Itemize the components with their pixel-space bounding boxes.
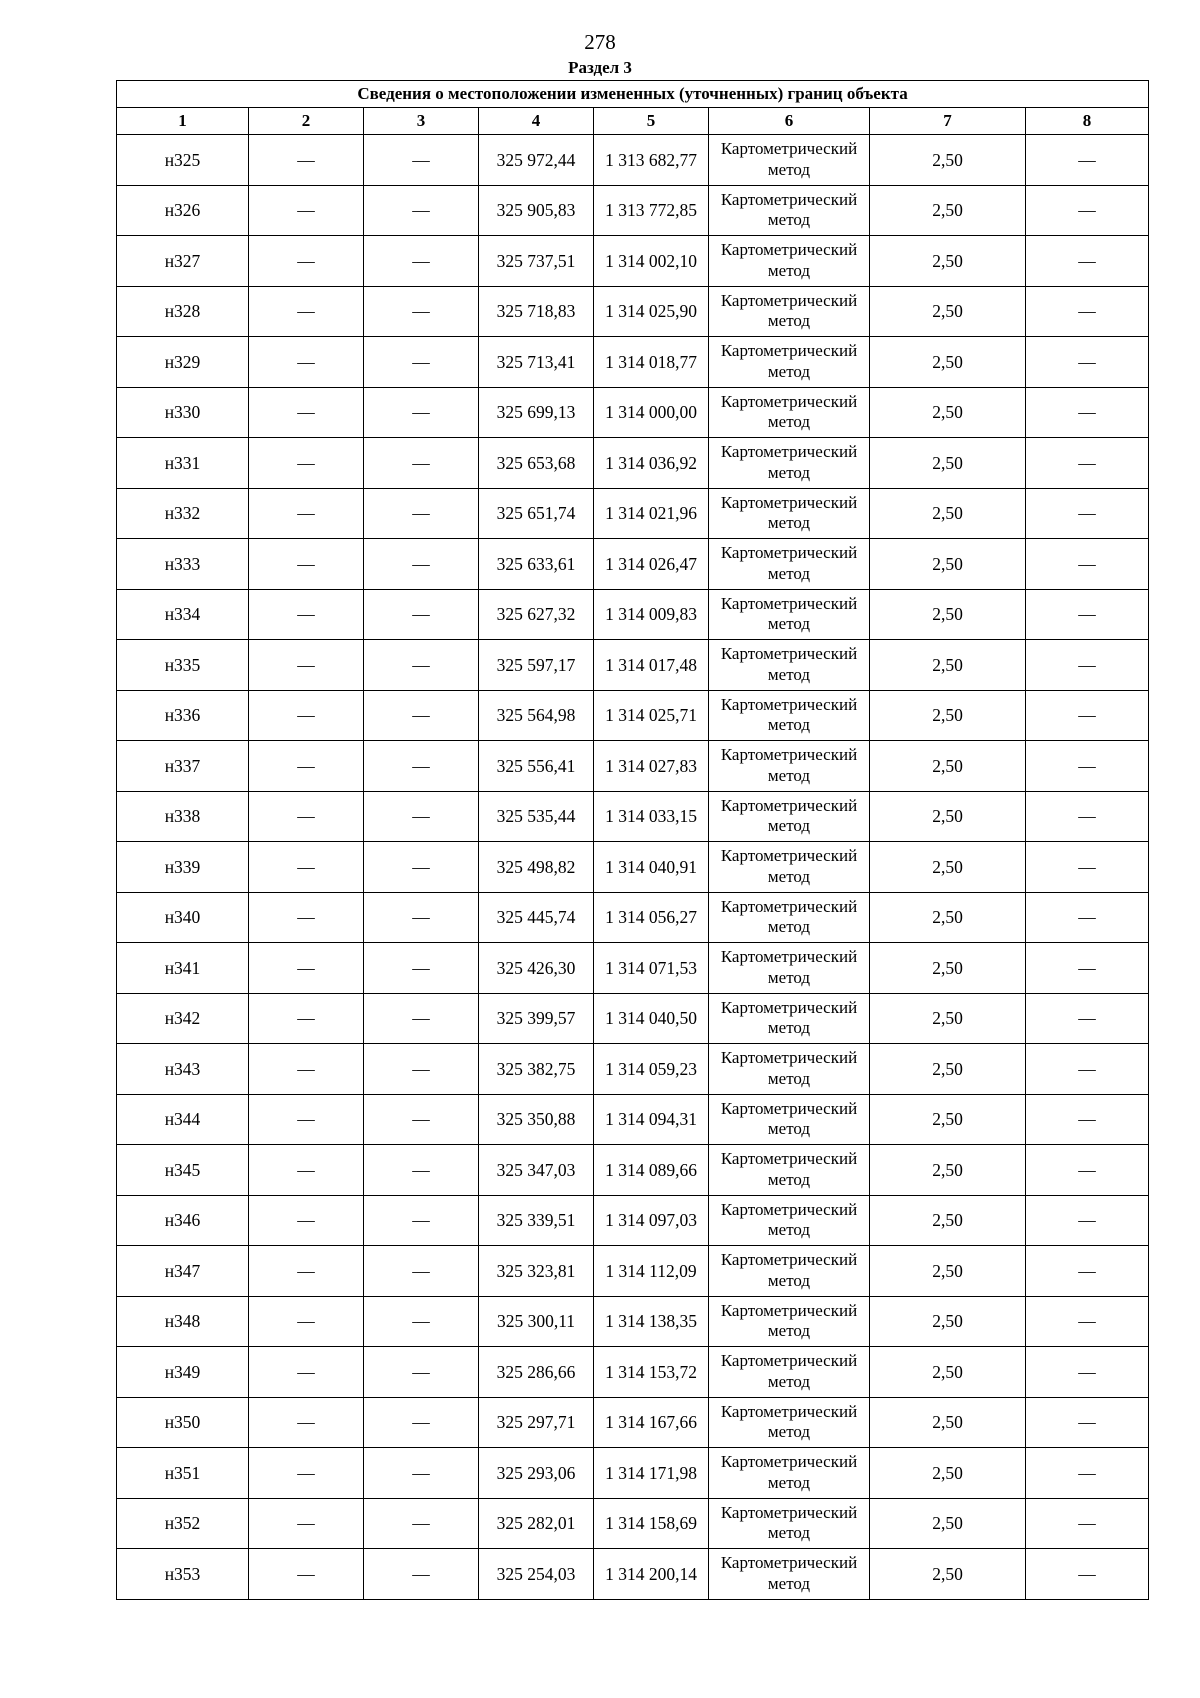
table-row <box>117 387 1149 438</box>
point-name-cell: н342 <box>117 993 249 1044</box>
col3-cell: — <box>364 892 479 943</box>
y-coordinate-cell: 1 314 025,71 <box>594 690 709 741</box>
table-row <box>117 438 1149 489</box>
table-row <box>117 1397 1149 1448</box>
table-row <box>117 488 1149 539</box>
col8-cell: — <box>1026 1145 1149 1196</box>
point-name-cell: н334 <box>117 589 249 640</box>
table-row <box>117 1448 1149 1499</box>
accuracy-cell: 2,50 <box>870 1448 1026 1499</box>
method-cell: Картометрический метод <box>709 1296 870 1347</box>
col8-cell: — <box>1026 135 1149 186</box>
x-coordinate-cell: 325 323,81 <box>479 1246 594 1297</box>
y-coordinate-cell: 1 314 040,91 <box>594 842 709 893</box>
col8-cell: — <box>1026 1246 1149 1297</box>
table-body <box>117 135 1149 1600</box>
x-coordinate-cell: 325 426,30 <box>479 943 594 994</box>
accuracy-cell: 2,50 <box>870 1347 1026 1398</box>
accuracy-cell: 2,50 <box>870 892 1026 943</box>
x-coordinate-cell: 325 498,82 <box>479 842 594 893</box>
accuracy-cell: 2,50 <box>870 1094 1026 1145</box>
accuracy-cell: 2,50 <box>870 438 1026 489</box>
col3-cell: — <box>364 993 479 1044</box>
accuracy-cell: 2,50 <box>870 387 1026 438</box>
y-coordinate-cell: 1 314 097,03 <box>594 1195 709 1246</box>
col3-cell: — <box>364 387 479 438</box>
table-row <box>117 1195 1149 1246</box>
point-name-cell: н329 <box>117 337 249 388</box>
x-coordinate-cell: 325 905,83 <box>479 185 594 236</box>
column-header: 3 <box>364 108 479 135</box>
method-cell: Картометрический метод <box>709 1347 870 1398</box>
col3-cell: — <box>364 1296 479 1347</box>
y-coordinate-cell: 1 314 138,35 <box>594 1296 709 1347</box>
x-coordinate-cell: 325 633,61 <box>479 539 594 590</box>
col2-cell: — <box>249 1347 364 1398</box>
point-name-cell: н351 <box>117 1448 249 1499</box>
method-cell: Картометрический метод <box>709 1044 870 1095</box>
method-cell: Картометрический метод <box>709 1397 870 1448</box>
page-number: 278 <box>584 30 616 54</box>
col2-cell: — <box>249 1448 364 1499</box>
method-cell: Картометрический метод <box>709 842 870 893</box>
col8-cell: — <box>1026 1347 1149 1398</box>
column-header: 6 <box>709 108 870 135</box>
col2-cell: — <box>249 842 364 893</box>
col3-cell: — <box>364 1044 479 1095</box>
point-name-cell: н347 <box>117 1246 249 1297</box>
y-coordinate-cell: 1 314 071,53 <box>594 943 709 994</box>
col2-cell: — <box>249 1498 364 1549</box>
table-row <box>117 993 1149 1044</box>
x-coordinate-cell: 325 651,74 <box>479 488 594 539</box>
method-cell: Картометрический метод <box>709 1549 870 1600</box>
col8-cell: — <box>1026 1397 1149 1448</box>
method-cell: Картометрический метод <box>709 1448 870 1499</box>
col8-cell: — <box>1026 892 1149 943</box>
section-title: Раздел 3 <box>568 58 632 77</box>
table-row <box>117 943 1149 994</box>
point-name-cell: н345 <box>117 1145 249 1196</box>
accuracy-cell: 2,50 <box>870 1145 1026 1196</box>
col8-cell: — <box>1026 791 1149 842</box>
y-coordinate-cell: 1 314 002,10 <box>594 236 709 287</box>
col2-cell: — <box>249 488 364 539</box>
accuracy-cell: 2,50 <box>870 993 1026 1044</box>
y-coordinate-cell: 1 314 009,83 <box>594 589 709 640</box>
col8-cell: — <box>1026 589 1149 640</box>
x-coordinate-cell: 325 347,03 <box>479 1145 594 1196</box>
accuracy-cell: 2,50 <box>870 1498 1026 1549</box>
x-coordinate-cell: 325 399,57 <box>479 993 594 1044</box>
col3-cell: — <box>364 1549 479 1600</box>
point-name-cell: н353 <box>117 1549 249 1600</box>
y-coordinate-cell: 1 313 772,85 <box>594 185 709 236</box>
method-cell: Картометрический метод <box>709 135 870 186</box>
y-coordinate-cell: 1 314 040,50 <box>594 993 709 1044</box>
method-cell: Картометрический метод <box>709 185 870 236</box>
method-cell: Картометрический метод <box>709 1094 870 1145</box>
col8-cell: — <box>1026 741 1149 792</box>
point-name-cell: н331 <box>117 438 249 489</box>
col8-cell: — <box>1026 488 1149 539</box>
point-name-cell: н344 <box>117 1094 249 1145</box>
col2-cell: — <box>249 892 364 943</box>
y-coordinate-cell: 1 314 025,90 <box>594 286 709 337</box>
table-row <box>117 1044 1149 1095</box>
col2-cell: — <box>249 993 364 1044</box>
column-header: 8 <box>1026 108 1149 135</box>
col8-cell: — <box>1026 1448 1149 1499</box>
col3-cell: — <box>364 1195 479 1246</box>
col3-cell: — <box>364 589 479 640</box>
x-coordinate-cell: 325 339,51 <box>479 1195 594 1246</box>
col3-cell: — <box>364 438 479 489</box>
method-cell: Картометрический метод <box>709 993 870 1044</box>
method-cell: Картометрический метод <box>709 539 870 590</box>
table-row <box>117 640 1149 691</box>
method-cell: Картометрический метод <box>709 286 870 337</box>
y-coordinate-cell: 1 314 171,98 <box>594 1448 709 1499</box>
method-cell: Картометрический метод <box>709 589 870 640</box>
method-cell: Картометрический метод <box>709 438 870 489</box>
col3-cell: — <box>364 943 479 994</box>
col3-cell: — <box>364 741 479 792</box>
table-row <box>117 1549 1149 1600</box>
col2-cell: — <box>249 791 364 842</box>
col3-cell: — <box>364 1498 479 1549</box>
col2-cell: — <box>249 438 364 489</box>
table-row <box>117 1246 1149 1297</box>
col2-cell: — <box>249 1397 364 1448</box>
col8-cell: — <box>1026 236 1149 287</box>
accuracy-cell: 2,50 <box>870 943 1026 994</box>
table-row <box>117 1145 1149 1196</box>
col2-cell: — <box>249 236 364 287</box>
col8-cell: — <box>1026 690 1149 741</box>
x-coordinate-cell: 325 564,98 <box>479 690 594 741</box>
point-name-cell: н330 <box>117 387 249 438</box>
accuracy-cell: 2,50 <box>870 589 1026 640</box>
method-cell: Картометрический метод <box>709 1145 870 1196</box>
x-coordinate-cell: 325 556,41 <box>479 741 594 792</box>
accuracy-cell: 2,50 <box>870 1195 1026 1246</box>
accuracy-cell: 2,50 <box>870 640 1026 691</box>
method-cell: Картометрический метод <box>709 337 870 388</box>
table-row <box>117 1094 1149 1145</box>
column-header: 2 <box>249 108 364 135</box>
point-name-cell: н343 <box>117 1044 249 1095</box>
col3-cell: — <box>364 791 479 842</box>
column-header: 5 <box>594 108 709 135</box>
col2-cell: — <box>249 943 364 994</box>
point-name-cell: н325 <box>117 135 249 186</box>
col3-cell: — <box>364 185 479 236</box>
method-cell: Картометрический метод <box>709 943 870 994</box>
col3-cell: — <box>364 236 479 287</box>
col8-cell: — <box>1026 1498 1149 1549</box>
col8-cell: — <box>1026 1549 1149 1600</box>
x-coordinate-cell: 325 282,01 <box>479 1498 594 1549</box>
point-name-cell: н327 <box>117 236 249 287</box>
accuracy-cell: 2,50 <box>870 185 1026 236</box>
table-row <box>117 539 1149 590</box>
col2-cell: — <box>249 185 364 236</box>
col3-cell: — <box>364 1448 479 1499</box>
table-caption: Сведения о местоположении измененных (уточненных) границ объекта <box>117 81 1149 108</box>
accuracy-cell: 2,50 <box>870 1246 1026 1297</box>
col2-cell: — <box>249 539 364 590</box>
accuracy-cell: 2,50 <box>870 337 1026 388</box>
x-coordinate-cell: 325 737,51 <box>479 236 594 287</box>
y-coordinate-cell: 1 314 059,23 <box>594 1044 709 1095</box>
y-coordinate-cell: 1 313 682,77 <box>594 135 709 186</box>
col8-cell: — <box>1026 387 1149 438</box>
point-name-cell: н337 <box>117 741 249 792</box>
point-name-cell: н349 <box>117 1347 249 1398</box>
accuracy-cell: 2,50 <box>870 488 1026 539</box>
point-name-cell: н341 <box>117 943 249 994</box>
y-coordinate-cell: 1 314 000,00 <box>594 387 709 438</box>
table-row <box>117 741 1149 792</box>
col8-cell: — <box>1026 1094 1149 1145</box>
accuracy-cell: 2,50 <box>870 539 1026 590</box>
point-name-cell: н348 <box>117 1296 249 1347</box>
method-cell: Картометрический метод <box>709 791 870 842</box>
x-coordinate-cell: 325 293,06 <box>479 1448 594 1499</box>
y-coordinate-cell: 1 314 021,96 <box>594 488 709 539</box>
column-header: 4 <box>479 108 594 135</box>
table-row <box>117 842 1149 893</box>
column-header-row <box>117 108 1149 135</box>
col2-cell: — <box>249 286 364 337</box>
col3-cell: — <box>364 337 479 388</box>
y-coordinate-cell: 1 314 026,47 <box>594 539 709 590</box>
method-cell: Картометрический метод <box>709 892 870 943</box>
x-coordinate-cell: 325 653,68 <box>479 438 594 489</box>
col3-cell: — <box>364 539 479 590</box>
method-cell: Картометрический метод <box>709 741 870 792</box>
col2-cell: — <box>249 741 364 792</box>
col2-cell: — <box>249 387 364 438</box>
point-name-cell: н352 <box>117 1498 249 1549</box>
accuracy-cell: 2,50 <box>870 1549 1026 1600</box>
col3-cell: — <box>364 286 479 337</box>
col2-cell: — <box>249 1094 364 1145</box>
point-name-cell: н339 <box>117 842 249 893</box>
col2-cell: — <box>249 1044 364 1095</box>
accuracy-cell: 2,50 <box>870 791 1026 842</box>
column-header: 1 <box>117 108 249 135</box>
accuracy-cell: 2,50 <box>870 286 1026 337</box>
accuracy-cell: 2,50 <box>870 236 1026 287</box>
x-coordinate-cell: 325 718,83 <box>479 286 594 337</box>
col2-cell: — <box>249 1549 364 1600</box>
col3-cell: — <box>364 1094 479 1145</box>
x-coordinate-cell: 325 254,03 <box>479 1549 594 1600</box>
point-name-cell: н326 <box>117 185 249 236</box>
point-name-cell: н332 <box>117 488 249 539</box>
y-coordinate-cell: 1 314 153,72 <box>594 1347 709 1398</box>
point-name-cell: н340 <box>117 892 249 943</box>
col2-cell: — <box>249 1246 364 1297</box>
x-coordinate-cell: 325 699,13 <box>479 387 594 438</box>
y-coordinate-cell: 1 314 018,77 <box>594 337 709 388</box>
table-row <box>117 286 1149 337</box>
col2-cell: — <box>249 1145 364 1196</box>
point-name-cell: н346 <box>117 1195 249 1246</box>
method-cell: Картометрический метод <box>709 640 870 691</box>
col3-cell: — <box>364 640 479 691</box>
col3-cell: — <box>364 488 479 539</box>
method-cell: Картометрический метод <box>709 690 870 741</box>
col2-cell: — <box>249 337 364 388</box>
y-coordinate-cell: 1 314 017,48 <box>594 640 709 691</box>
y-coordinate-cell: 1 314 200,14 <box>594 1549 709 1600</box>
col3-cell: — <box>364 1246 479 1297</box>
col8-cell: — <box>1026 539 1149 590</box>
accuracy-cell: 2,50 <box>870 842 1026 893</box>
col8-cell: — <box>1026 842 1149 893</box>
x-coordinate-cell: 325 300,11 <box>479 1296 594 1347</box>
col8-cell: — <box>1026 438 1149 489</box>
col2-cell: — <box>249 135 364 186</box>
accuracy-cell: 2,50 <box>870 690 1026 741</box>
point-name-cell: н333 <box>117 539 249 590</box>
y-coordinate-cell: 1 314 036,92 <box>594 438 709 489</box>
col3-cell: — <box>364 842 479 893</box>
accuracy-cell: 2,50 <box>870 1044 1026 1095</box>
accuracy-cell: 2,50 <box>870 1296 1026 1347</box>
col8-cell: — <box>1026 185 1149 236</box>
col3-cell: — <box>364 1397 479 1448</box>
method-cell: Картометрический метод <box>709 1498 870 1549</box>
x-coordinate-cell: 325 597,17 <box>479 640 594 691</box>
accuracy-cell: 2,50 <box>870 741 1026 792</box>
x-coordinate-cell: 325 972,44 <box>479 135 594 186</box>
col3-cell: — <box>364 690 479 741</box>
col2-cell: — <box>249 640 364 691</box>
table-row <box>117 1498 1149 1549</box>
col3-cell: — <box>364 1145 479 1196</box>
col8-cell: — <box>1026 640 1149 691</box>
accuracy-cell: 2,50 <box>870 135 1026 186</box>
x-coordinate-cell: 325 445,74 <box>479 892 594 943</box>
point-name-cell: н328 <box>117 286 249 337</box>
y-coordinate-cell: 1 314 167,66 <box>594 1397 709 1448</box>
x-coordinate-cell: 325 713,41 <box>479 337 594 388</box>
col8-cell: — <box>1026 993 1149 1044</box>
method-cell: Картометрический метод <box>709 1195 870 1246</box>
table-row <box>117 1347 1149 1398</box>
table-row <box>117 892 1149 943</box>
col2-cell: — <box>249 589 364 640</box>
y-coordinate-cell: 1 314 027,83 <box>594 741 709 792</box>
col8-cell: — <box>1026 943 1149 994</box>
column-header: 7 <box>870 108 1026 135</box>
col2-cell: — <box>249 1296 364 1347</box>
x-coordinate-cell: 325 627,32 <box>479 589 594 640</box>
y-coordinate-cell: 1 314 094,31 <box>594 1094 709 1145</box>
x-coordinate-cell: 325 535,44 <box>479 791 594 842</box>
col2-cell: — <box>249 1195 364 1246</box>
col3-cell: — <box>364 135 479 186</box>
method-cell: Картометрический метод <box>709 236 870 287</box>
method-cell: Картометрический метод <box>709 387 870 438</box>
table-row <box>117 589 1149 640</box>
point-name-cell: н350 <box>117 1397 249 1448</box>
table-row <box>117 185 1149 236</box>
y-coordinate-cell: 1 314 089,66 <box>594 1145 709 1196</box>
x-coordinate-cell: 325 350,88 <box>479 1094 594 1145</box>
table-row <box>117 690 1149 741</box>
point-name-cell: н335 <box>117 640 249 691</box>
y-coordinate-cell: 1 314 112,09 <box>594 1246 709 1297</box>
method-cell: Картометрический метод <box>709 1246 870 1297</box>
x-coordinate-cell: 325 297,71 <box>479 1397 594 1448</box>
y-coordinate-cell: 1 314 033,15 <box>594 791 709 842</box>
accuracy-cell: 2,50 <box>870 1397 1026 1448</box>
coordinates-table <box>116 80 1149 1600</box>
table-row <box>117 1296 1149 1347</box>
x-coordinate-cell: 325 382,75 <box>479 1044 594 1095</box>
col8-cell: — <box>1026 1044 1149 1095</box>
col2-cell: — <box>249 690 364 741</box>
method-cell: Картометрический метод <box>709 488 870 539</box>
y-coordinate-cell: 1 314 158,69 <box>594 1498 709 1549</box>
col8-cell: — <box>1026 286 1149 337</box>
table-row <box>117 791 1149 842</box>
col3-cell: — <box>364 1347 479 1398</box>
table-row <box>117 236 1149 287</box>
table-row <box>117 337 1149 388</box>
col8-cell: — <box>1026 337 1149 388</box>
x-coordinate-cell: 325 286,66 <box>479 1347 594 1398</box>
point-name-cell: н336 <box>117 690 249 741</box>
point-name-cell: н338 <box>117 791 249 842</box>
col8-cell: — <box>1026 1296 1149 1347</box>
col8-cell: — <box>1026 1195 1149 1246</box>
y-coordinate-cell: 1 314 056,27 <box>594 892 709 943</box>
table-row <box>117 135 1149 186</box>
